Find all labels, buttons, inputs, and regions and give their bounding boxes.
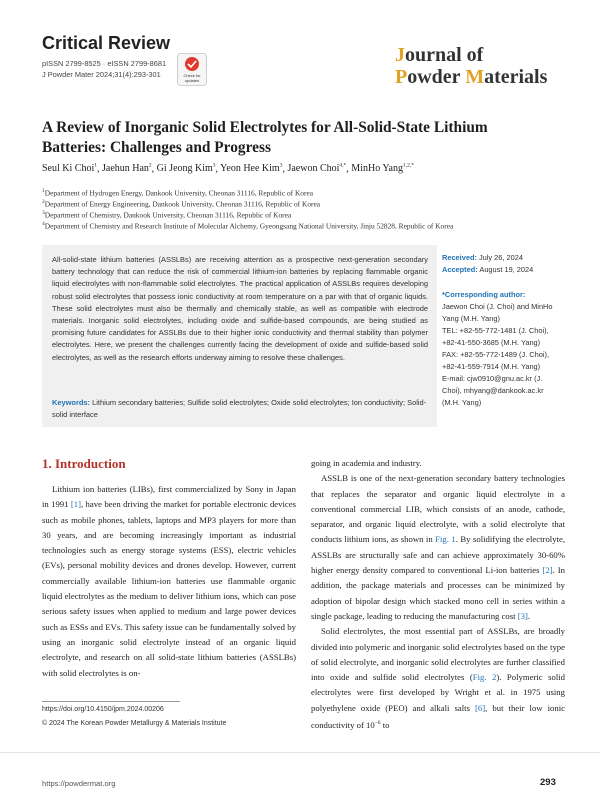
issn-line: pISSN 2799-8525 · eISSN 2799-8681 <box>42 59 167 68</box>
received-date: Received: July 26, 2024 <box>442 253 523 262</box>
title-line-2: Batteries: Challenges and Progress <box>42 139 271 156</box>
title-line-1: A Review of Inorganic Solid Electrolytes for All-Solid-State Lithium <box>42 119 488 136</box>
figure-link[interactable]: Fig. 1 <box>435 534 456 545</box>
check-for-updates-badge[interactable] <box>177 53 207 86</box>
author-affiliation-marker: 3 <box>212 163 216 169</box>
corresponding-line: (M.H. Yang) <box>442 398 482 407</box>
journal-text-2: owder <box>407 66 466 88</box>
journal-url-link[interactable]: https://powdermat.org <box>42 779 116 788</box>
author-name: Jaehun Han$^2$ <box>101 163 152 175</box>
journal-initial-j: J <box>395 44 405 66</box>
keywords-label: Keywords: <box>52 398 91 407</box>
corresponding-line: +82-41-550-3685 (M.H. Yang) <box>442 338 541 347</box>
footer-divider <box>0 752 600 753</box>
keywords-text: Lithium secondary batteries; Sulfide solid electrolytes; Oxide solid electrolytes; Ion conductivity; Solid-solid interface <box>52 398 427 419</box>
author-name: Yeon Hee Kim$^3$ <box>220 163 283 175</box>
journal-line-1 <box>395 44 547 66</box>
corresponding-line: Jaewon Choi (J. Choi) and MinHo <box>442 302 553 311</box>
author-name: Seul Ki Choi$^1$ <box>42 163 97 175</box>
corresponding-line: TEL: +82-55-772-1481 (J. Choi), <box>442 326 549 335</box>
journal-text-3: aterials <box>484 66 548 88</box>
body-column-left <box>42 482 296 681</box>
journal-initial-p: P <box>395 66 408 88</box>
check-for-updates-icon <box>177 53 207 86</box>
badge-text-1: Check for <box>183 73 201 78</box>
intro-paragraph-1-cont: going in academia and industry. <box>311 458 422 468</box>
author-name: MinHo Yang$^{1,2,*}$ <box>351 163 414 175</box>
affiliation-3: $^3$Department of Chemistry, Dankook University, Cheonan 31116, Republic of Korea <box>42 210 292 220</box>
copyright-notice: © 2024 The Korean Powder Metallurgy & Materials Institute <box>42 720 227 727</box>
footnote-divider <box>42 701 180 702</box>
journal-text-1: ournal of <box>405 44 484 66</box>
author-affiliation-marker: 1,2,* <box>402 163 414 169</box>
accepted-date: Accepted: August 19, 2024 <box>442 265 534 274</box>
corresponding-line: Yang (M.H. Yang) <box>442 314 500 323</box>
corresponding-label: *Corresponding author: <box>442 290 526 299</box>
citation-link[interactable]: [6] <box>475 702 486 713</box>
badge-text-2: updates <box>184 78 200 83</box>
corresponding-details <box>442 301 567 409</box>
figure-link[interactable]: Fig. 2 <box>472 672 497 683</box>
author-affiliation-marker: 4,* <box>339 163 347 169</box>
abstract-text: All-solid-state lithium batteries (ASSLBs) are receiving attention as a prospective next-generation secondary battery technology that can reduce the risk of commercial lithium-ion batteries by replacing flammable organic liquid electrolytes with non-flammable solid electrolytes. The practical application of ASSLBs requires developing robust solid electrolytes that possess ionic conductivity at room temperature on a par with that of organic liquids. These solid electrolytes must also be thermally and chemically stable, as well as compatible with electrode materials. Inorganic solid electrolytes, including oxide and sulfide-based compounds, are being studied as promising future candidates for ASSLBs due to their higher ionic conductivity and thermal stability than polymer electrolytes. Here, we present the challenges currently facing the development of oxide and sulfide-based solid electrolytes, as well as the research efforts underway aiming to resolve these challenges. <box>52 255 428 362</box>
intro-paragraph-2: ASSLB is one of the next-generation secondary battery technologies that replaces the separator and organic liquid electrolyte in a conventional commercial LIB, which consists of an anode, cathode, separator, and organic liquid electrolyte, with a solid electrolyte that conducts lithium ions, as shown in Fig. 1. By solidifying the electrolyte, ASSLBs are structurally safe and can achieve approximately 30-60% higher energy density compared to conventional Li-ion batteries [2]. In addition, the package materials and processes can be minimized by adoption of bipolar design which stacked mono cell in series within a single package, leading to reducing the manufacturing cost [3]. <box>311 473 565 621</box>
citation-link[interactable]: [2] <box>542 565 553 576</box>
affiliation-4: $^4$Department of Chemistry and Research Institute of Molecular Alchemy, Gyeongsang National University, Jinju 52828, Republic of Korea <box>42 221 454 231</box>
affiliation-1: $^1$Department of Hydrogen Energy, Dankook University, Cheonan 31116, Republic of Korea <box>42 188 314 198</box>
section-heading-introduction: 1. Introduction <box>42 456 126 471</box>
citation-link[interactable]: [3] <box>517 610 528 621</box>
body-column-right <box>311 456 565 733</box>
journal-line-2 <box>395 66 547 88</box>
citation-line: J Powder Mater 2024;31(4):293-301 <box>42 70 161 79</box>
issn-citation <box>42 58 166 80</box>
page-number: 293 <box>540 777 556 788</box>
affiliation-2: $^2$Department of Energy Engineering, Dankook University, Cheonan 31116, Republic of Korea <box>42 199 321 209</box>
corresponding-line: FAX: +82-55-772-1489 (J. Choi), <box>442 350 550 359</box>
corresponding-line: +82-41-559-7914 (M.H. Yang) <box>442 362 541 371</box>
corresponding-line[interactable]: Choi), mhyang@dankook.ac.kr <box>442 386 544 395</box>
author-affiliation-marker: 3 <box>279 163 283 169</box>
journal-initial-m: M <box>465 66 485 88</box>
author-affiliation-marker: 1 <box>94 163 97 169</box>
article-category: Critical Review <box>42 33 171 53</box>
journal-logo <box>395 44 547 88</box>
intro-paragraph-3: Solid electrolytes, the most essential part of ASSLBs, are broadly divided into polymeric and inorganic solid electrolytes based on the type of solid electrolyte, and inorganic solid electrolytes are further classified into oxide and sulfide solid electrolytes (Fig. 2). Polymeric solid electrolytes were first developed by Wright et al. in 1975 using polyethylene oxide (PEO) and alkali salts [6], but their low ionic conductivity of $10^{-6}$ to <box>311 626 565 730</box>
article-title <box>42 118 562 158</box>
intro-paragraph-1: Lithium ion batteries (LIBs), first commercialized by Sony in Japan in 1991 [1], have been driving the market for portable electronic devices such as mobile phones, tablets, laptops and MP3 players for more than 30 years, and are becoming increasingly important as industrial technologies such as energy storage systems (ESS), electric vehicles (EVs), personal mobility devices and drones develop. However, current commercially available lithium-ion batteries use flammable organic liquid electrolytes as the medium to deliver lithium ions, which can pose serious safety issues when applied to medium and large power devices such as ESSs and EVs. This safety issue can be fundamentally solved by using an inorganic solid electrolyte instead of an organic liquid electrolyte, and research on all solid-state lithium batteries (ASSLBs) with solid electrolytes is on- <box>42 484 297 678</box>
author-name: Jaewon Choi$^{4,*}$ <box>287 163 347 175</box>
author-affiliation-marker: 2 <box>148 163 152 169</box>
author-list: Seul Ki Choi$^1$, Jaehun Han$^2$, Gi Jeong Kim$^3$, Yeon Hee Kim$^3$, Jaewon Choi$^{4,*}$, MinHo Yang$^{1,2,*}$ <box>42 163 414 175</box>
citation-link[interactable]: [1] <box>70 499 82 510</box>
corresponding-line[interactable]: E-mail: cjw0910@gnu.ac.kr (J. <box>442 374 543 383</box>
author-name: Gi Jeong Kim$^3$ <box>156 163 216 175</box>
keywords <box>52 397 428 421</box>
doi-link[interactable]: https://doi.org/10.4150/jpm.2024.00206 <box>42 706 164 713</box>
